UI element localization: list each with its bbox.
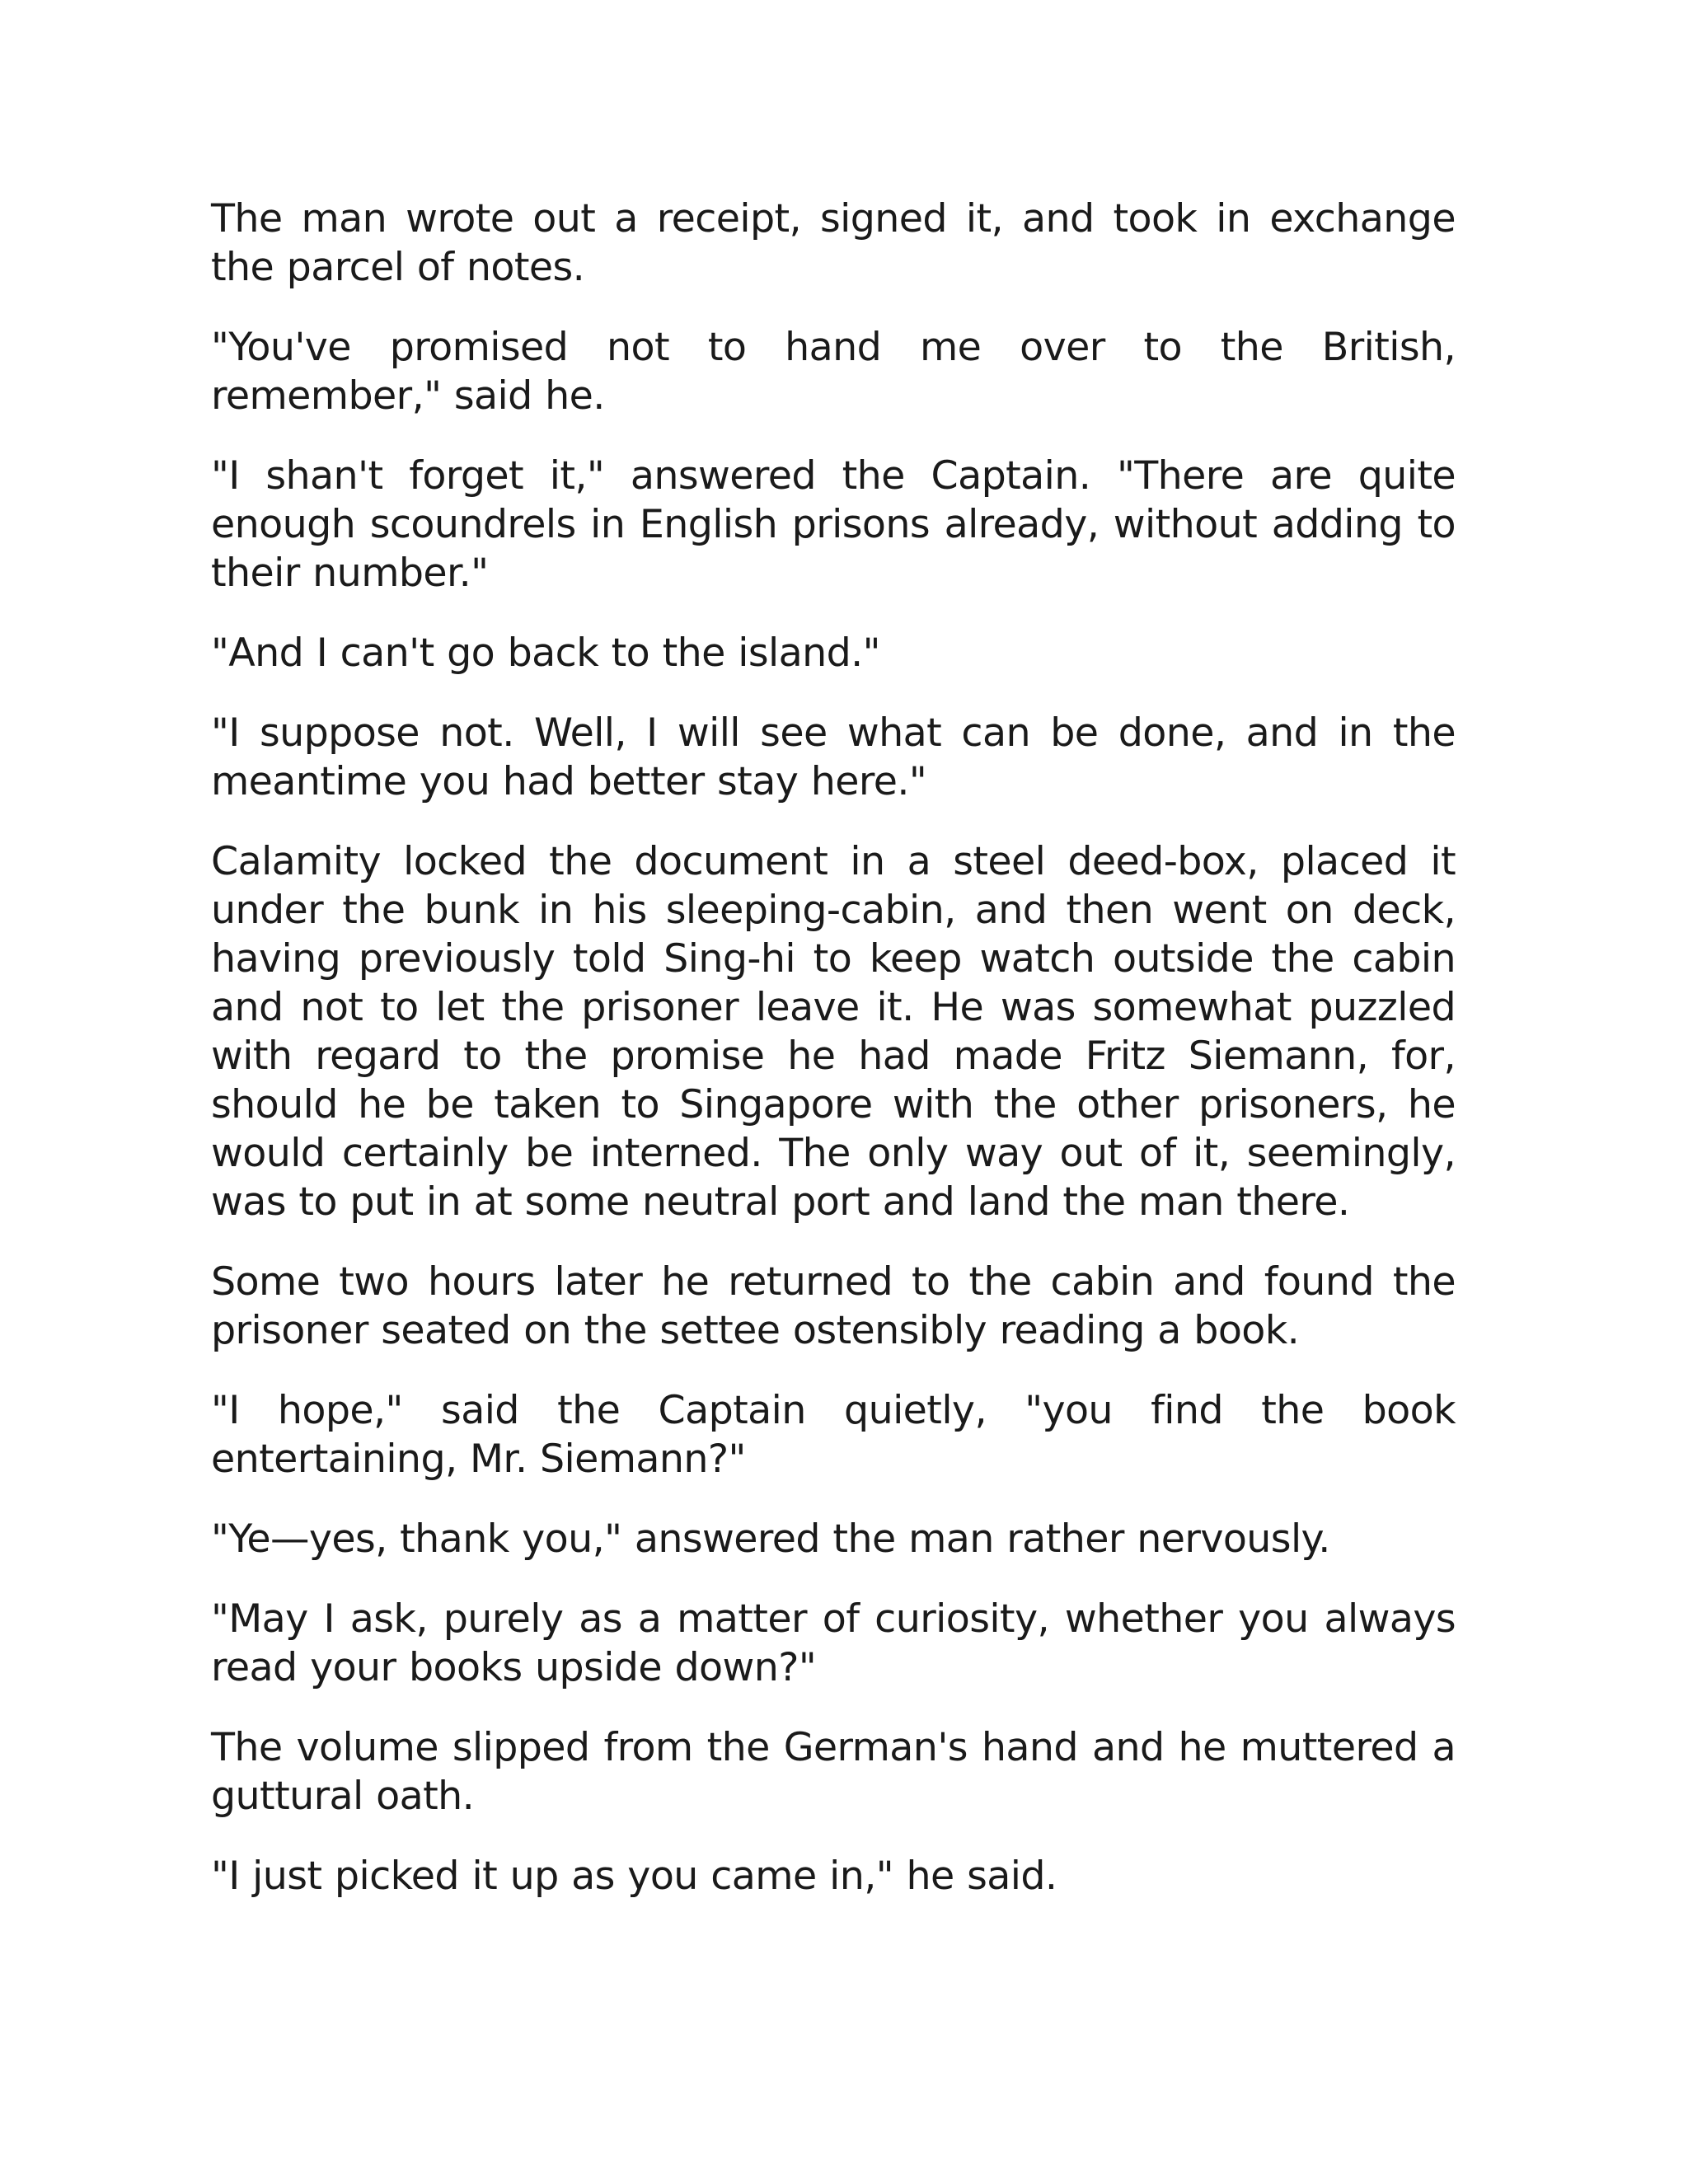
paragraph-12: "I just picked it up as you came in," he said.	[211, 1854, 1057, 1899]
paragraph-9: "Ye—yes, thank you," answered the man rather nervously.	[211, 1516, 1330, 1562]
paragraph-7: Some two hours later he returned to the cabin and found the prisoner seated on the settee ostensibly reading a book.	[211, 1259, 1456, 1353]
paragraph-8: "I hope," said the Captain quietly, "you find the book entertaining, Mr. Siemann?"	[211, 1388, 1456, 1482]
paragraph-1: The man wrote out a receipt, signed it, and took in exchange the parcel of notes.	[211, 196, 1456, 290]
paragraph-4: "And I can't go back to the island."	[211, 630, 880, 676]
paragraph-3: "I shan't forget it," answered the Captain. "There are quite enough scoundrels in English prisons already, without adding to their number."	[211, 453, 1456, 596]
paragraph-11: The volume slipped from the German's hand and he muttered a guttural oath.	[211, 1725, 1456, 1819]
paragraph-2: "You've promised not to hand me over to the British, remember," said he.	[211, 325, 1456, 419]
paragraph-6: Calamity locked the document in a steel deed-box, placed it under the bunk in his sleeping-cabin, and then went on deck, having previously told Sing-hi to keep watch outside the cabin and not to let the prisoner leave it. He was somewhat puzzled with regard to the promise he had made Fritz Siemann, for, should he be taken to Singapore with the other prisoners, he would certainly be interned. The only way out of it, seemingly, was to put in at some neutral port and land the man there.	[211, 839, 1456, 1225]
paragraph-5: "I suppose not. Well, I will see what can be done, and in the meantime you had better stay here."	[211, 710, 1456, 804]
page-body-text	[211, 194, 1456, 1932]
paragraph-10: "May I ask, purely as a matter of curiosity, whether you always read your books upside down?"	[211, 1596, 1456, 1690]
